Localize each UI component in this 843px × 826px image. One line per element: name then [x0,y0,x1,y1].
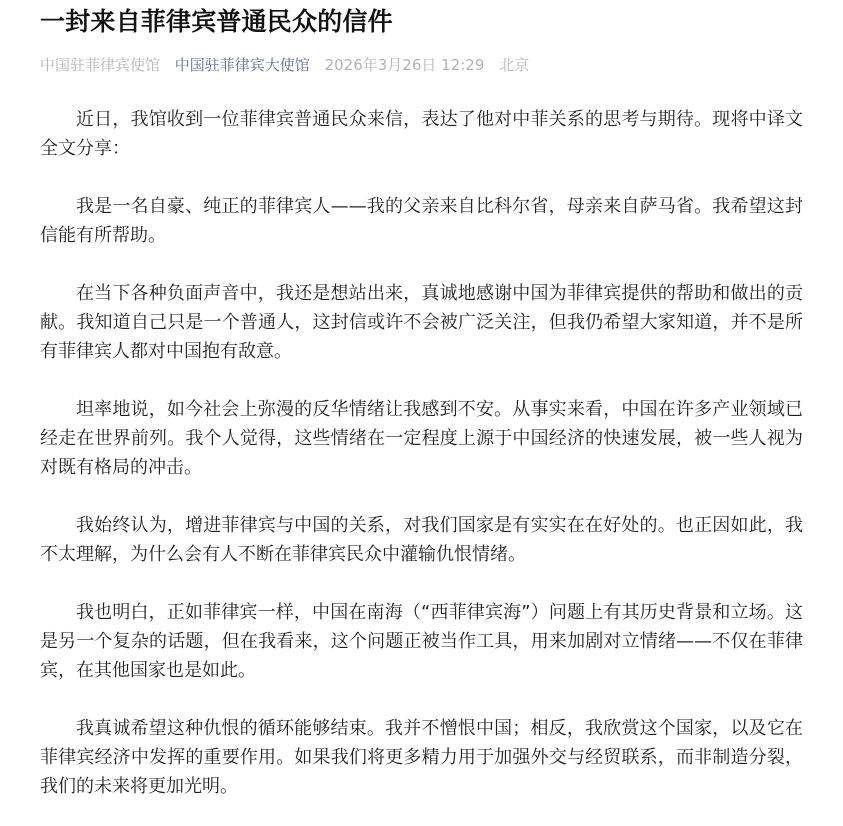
article-content [40,105,803,801]
paragraph-sentiment: 坦率地说，如今社会上弥漫的反华情绪让我感到不安。从事实来看，中国在许多产业领域已经走在世界前列。我个人觉得，这些情绪在一定程度上源于中国经济的快速发展，被一些人视为对既有格局的冲击。 [40,399,803,478]
publish-location: 北京 [499,56,530,74]
paragraph-thanks: 在当下各种负面声音中，我还是想站出来，真诚地感谢中国为菲律宾提供的帮助和做出的贡献。我知道自己只是一个普通人，这封信或许不会被广泛关注，但我仍希望大家知道，并不是所有菲律宾人都对中国抱有敌意。 [40,283,803,362]
account-name-link[interactable]: 中国驻菲律宾大使馆 [174,56,310,74]
paragraph-relations: 我始终认为，增进菲律宾与中国的关系，对我们国家是有实实在在好处的。也正因如此，我不太理解，为什么会有人不断在菲律宾民众中灌输仇恨情绪。 [40,515,803,565]
paragraph-hope: 我真诚希望这种仇恨的循环能够结束。我并不憎恨中国；相反，我欣赏这个国家，以及它在菲律宾经济中发挥的重要作用。如果我们将更多精力用于加强外交与经贸联系，而非制造分裂，我们的未来将更加光明。 [40,718,803,797]
paragraph-south-china-sea: 我也明白，正如菲律宾一样，中国在南海（“西菲律宾海”）问题上有其历史背景和立场。这是另一个复杂的话题，但在我看来，这个问题正被当作工具，用来加剧对立情绪——不仅在菲律宾，在其他国家也是如此。 [40,602,803,681]
article-meta [40,52,803,78]
article-title: 一封来自菲律宾普通民众的信件 [40,7,393,36]
article-author: 中国驻菲律宾使馆 [40,56,161,74]
publish-time: 2026年3月26日 12:29 [324,56,485,74]
paragraph-identity: 我是一名自豪、纯正的菲律宾人——我的父亲来自比科尔省，母亲来自萨马省。我希望这封信能有所帮助。 [40,196,803,246]
paragraph-intro: 近日，我馆收到一位菲律宾普通民众来信，表达了他对中菲关系的思考与期待。现将中译文全文分享： [40,109,803,159]
